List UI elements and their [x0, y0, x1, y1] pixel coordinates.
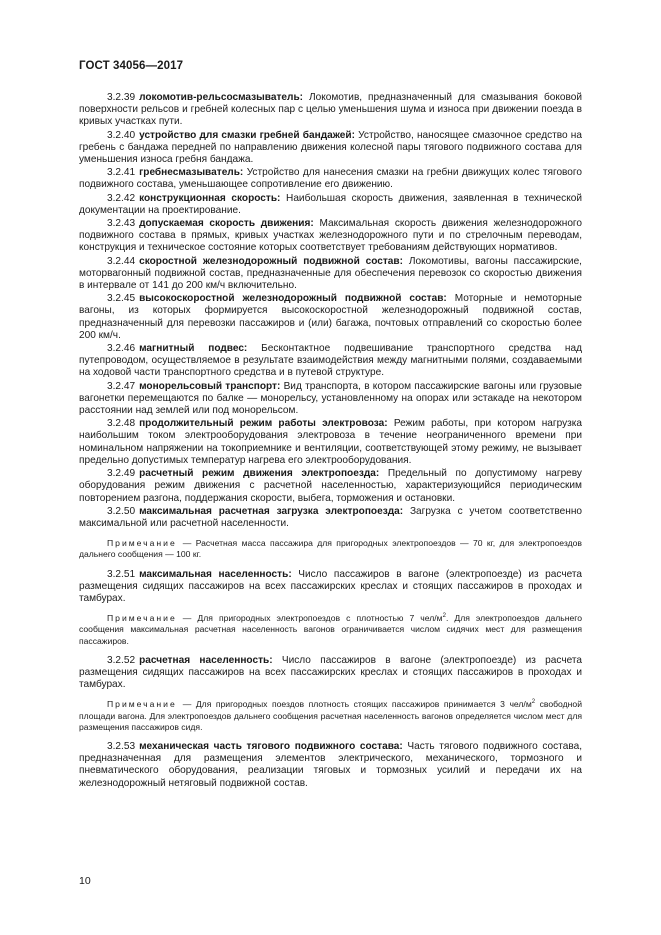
definition-text: Максимальная скорость движения железнодорожного подвижного состава в прямых, кривых участках железнодорожного пути и по стрелочным переводам, конструкция и техническое состояние которых соответствует требованиям действующих нормативов. — [79, 218, 583, 254]
note-label: Примечание — [107, 613, 177, 624]
note-superscript: 2 — [531, 699, 536, 706]
definition-term: высокоскоростной железнодорожный подвижной состав: — [139, 293, 447, 305]
definition-term: расчетный режим движения электропоезда: — [139, 468, 380, 480]
note-3-2-52 — [79, 699, 582, 733]
definition-text: Загрузка с учетом соответственно максимальной или расчетной населенности. — [79, 505, 583, 529]
note-3-2-50 — [79, 538, 582, 560]
definition-text: Бесконтактное подвешивание транспортного средства над путепроводом, осуществляемое в результате взаимодействия между магнитными полями, создаваемыми на ходовой части транспортного средства и в путевой структуре. — [79, 343, 583, 379]
definition-3-2-52 — [79, 655, 582, 692]
note-3-2-51 — [79, 613, 582, 647]
definition-number: 3.2.51 — [107, 568, 136, 580]
definition-number: 3.2.40 — [107, 129, 136, 141]
note-superscript: 2 — [442, 613, 446, 620]
definition-number: 3.2.39 — [107, 92, 136, 103]
definition-paragraph — [79, 468, 582, 505]
definition-paragraph — [79, 218, 582, 255]
definition-number: 3.2.42 — [107, 192, 136, 204]
definition-text: Локомотивы, вагоны пассажирские, моторвагонный подвижной состав, предназначенные для обеспечения перевозок со скоростью движения в интервале от 141 до 200 км/ч включительно. — [79, 255, 582, 292]
document-body — [79, 92, 582, 791]
definition-text: Устройство для нанесения смазки на гребни движущих колес тягового подвижного состава, уменьшающее сопротивление его движению. — [79, 167, 582, 191]
definition-term: устройство для смазки гребней бандажей: — [139, 129, 355, 141]
definition-number: 3.2.47 — [107, 380, 136, 392]
definition-term: магнитный подвес: — [139, 343, 248, 355]
definition-3-2-53 — [79, 741, 582, 790]
definition-number: 3.2.43 — [107, 218, 136, 230]
definition-term: монорельсовый транспорт: — [139, 380, 281, 392]
definition-paragraph — [79, 256, 582, 293]
definition-paragraph — [79, 92, 582, 129]
definition-text: Моторные и немоторные вагоны, из которых формируется высокоскоростной железнодорожный подвижной состав, предназначенный для перевозки пассажиров и (или) багажа, почтовых отправлений со скоростью более 200 км/ч. — [79, 293, 582, 341]
definition-text: Устройство, наносящее смазочное средство на гребень с бандажа передней по направлению движения колесной пары тягового подвижного состава для уменьшения износа гребня бандажа. — [79, 129, 582, 166]
note-text: — Расчетная масса пассажира для пригородных электропоездов — 70 кг, для электропоездов дальнего сообщения — 100 кг. — [79, 538, 582, 560]
definition-term: гребнесмазыватель: — [139, 167, 244, 179]
definition-text: Предельный по допустимому нагреву оборудования режим движения с расчетной населенностью, характеризующийся периодическим повторением разгона, поддержания скорости, выбега, торможения и остановки. — [79, 468, 582, 504]
definition-text: Наибольшая скорость движения, заявленная в технической документации на проектирование. — [79, 192, 582, 216]
definition-paragraph — [79, 343, 582, 380]
definition-text: Режим работы, при котором нагрузка наибольшим током электрооборудования электровоза в течение неограниченного времени при номинальном напряжении на токоприемнике и вентиляции, соответствующей этому режиму, не вызывает предельно допустимых температур нагрева его электрооборудования. — [79, 418, 582, 466]
definition-number: 3.2.48 — [107, 418, 136, 430]
page-number: 10 — [79, 875, 91, 887]
definition-term: расчетная населенность: — [139, 654, 273, 666]
note-text-cont: . Для электропоездов дальнего сообщения максимальная расчетная населенность вагонов ограничивается числом сидячих мест для размещения пассажиров. — [79, 613, 582, 646]
definition-term: максимальная населенность: — [139, 568, 292, 580]
definition-paragraph — [79, 193, 582, 217]
definition-text: Локомотив, предназначенный для смазывания боковой поверхности рельсов и гребней колесных пар с целью уменьшения шума и износа при движении поезда в кривых участках пути. — [79, 92, 582, 128]
definition-number: 3.2.45 — [107, 293, 136, 305]
definition-number: 3.2.46 — [107, 343, 136, 355]
note-text: — Для пригородных поездов плотность стоящих пассажиров принимается 3 чел/м — [182, 699, 532, 710]
definition-term: допускаемая скорость движения: — [139, 218, 314, 230]
definition-term: конструкционная скорость: — [139, 192, 281, 204]
definition-text: Число пассажиров в вагоне (электропоезде) из расчета размещения сидящих пассажиров на всех пассажирских креслах и стоящих пассажиров в проходах и тамбурах. — [79, 568, 582, 604]
note-text-cont: свободной площади вагона. Для электропоездов дальнего сообщения расчетная населенность вагонов определяется числом мест для размещения пассажиров сидя. — [79, 699, 582, 732]
definition-term: локомотив-рельсосмазыватель: — [139, 92, 304, 103]
note-label: Примечание — [107, 538, 177, 549]
definition-paragraph — [79, 381, 582, 418]
definitions-list — [79, 92, 582, 530]
definition-text: Часть тягового подвижного состава, предназначенная для размещения элементов электрического, механического, тормозного и пневматического оборудования, реализации тяговых и тормозных усилий и передачи их на железнодорожный нетяговый подвижной состав. — [79, 740, 582, 789]
definition-number: 3.2.50 — [107, 505, 136, 517]
definition-number: 3.2.49 — [107, 468, 136, 480]
definition-number: 3.2.44 — [107, 255, 136, 267]
definition-term: продолжительный режим работы электровоза: — [139, 418, 388, 430]
definition-paragraph — [79, 130, 582, 167]
definition-paragraph — [79, 506, 582, 530]
definition-number: 3.2.53 — [107, 740, 136, 752]
definition-text: Вид транспорта, в котором пассажирские вагоны или грузовые вагонетки перемещаются по балке — монорельсу, установленному на опорах или эстакаде на некотором расстоянии над землей или под монорельсом. — [79, 380, 582, 417]
definition-term: скоростной железнодорожный подвижной состав: — [139, 255, 403, 267]
note-label: Примечание — [107, 699, 177, 710]
definition-term: механическая часть тягового подвижного состава: — [139, 740, 403, 752]
definition-number: 3.2.41 — [107, 167, 136, 179]
definition-term: максимальная расчетная загрузка электропоезда: — [139, 505, 404, 517]
document-header: ГОСТ 34056—2017 — [79, 60, 184, 72]
definition-paragraph — [79, 167, 582, 191]
definition-paragraph — [79, 293, 582, 342]
note-text: — Для пригородных электропоездов с плотностью 7 чел/м — [182, 613, 443, 624]
definition-text: Число пассажиров в вагоне (электропоезде) из расчета размещения сидящих пассажиров на всех пассажирских креслах и стоящих пассажиров в проходах и тамбурах. — [79, 654, 582, 691]
definition-3-2-51 — [79, 569, 582, 606]
definition-paragraph — [79, 418, 582, 467]
definition-number: 3.2.52 — [107, 654, 136, 666]
